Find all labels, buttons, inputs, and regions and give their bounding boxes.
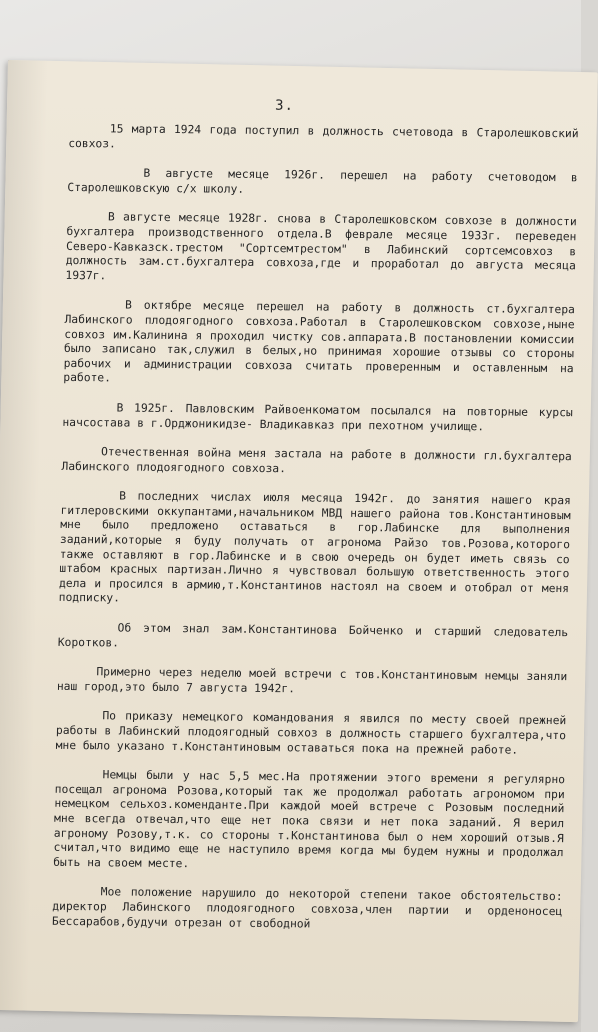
paragraph-11: Немцы были у нас 5,5 мес.На протяжении этого времени я регулярно посещал агронома Розова,который так же продолжал работать агрономом при немецком сельхоз.коменданте.При каждой моей встрече с Розовым последний мне всегда отвечал,что еще нет пока связи и нет пока заданий. Я верил агроному Розову,т.к. со стороны т.Константинова был о нем хороший отзыв.Я считал,что видимо еще не наступило время когда мы будем нужны и продолжал быть на своем месте.: [53, 768, 572, 870]
paragraph-4: В октябре месяце перешел на работу в должность ст.бухгалтера Лабинского плодоягодного совхоза.Работал в Старолешковском совхозе,ныне совхоз им.Калинина я проходил чистку сов.аппарата.В постановлении комиссии было записано так,служил в белых,но принимая хорошие отзывы со стороны рабочих и администрации совхоза считать проверенным и оставленным на работе.: [63, 298, 582, 385]
paragraph-3: В августе месяце 1928г. снова в Старолешковском совхозе в должности бухгалтера производственного отдела.В феврале месяце 1933г. переведен Северо-Кавказск.трестом "Сортсемтрестом" в Лабинский сортсемсовхоз в должность зам.ст.бухгалтера совхоза,где и проработал до августа месяца 1937г.: [65, 210, 584, 283]
paragraph-10: По приказу немецкого командования я явился по месту своей прежней работы в Лабинский плодоягодный совхоз в должность старшего бухгалтера,что мне было указано т.Константиновым оставаться пока на прежней работе.: [55, 709, 574, 757]
document-page: [0, 60, 598, 1022]
page-number: 3.: [274, 97, 295, 114]
paragraph-1: 15 марта 1924 года поступил в должность счетовода в Старолешковский совхоз.: [68, 121, 586, 151]
paragraph-5: В 1925г. Павловским Райвоенкоматом посылался на повторные курсы начсостава в г.Орджоникидзе- Владикавказ при пехотном училище.: [62, 400, 580, 433]
page-fold-shadow: [0, 60, 48, 1011]
paragraph-9: Примерно через неделю моей встречи с тов.Константиновым немцы заняли наш город,это было 7 августа 1942г.: [56, 665, 575, 696]
paragraph-6: Отечественная война меня застала на работе в должности гл.бухгалтера Лабинского плодоягодного совхоза.: [61, 444, 579, 475]
paragraph-12: Мое положение нарушило до некоторой степени такое обстоятельство: директор Лабинского плодоягодного совхоза,член партии и орденоносец Бессарабов,будучи отрезан от свободной: [51, 885, 570, 931]
paragraph-2: В августе месяце 1926г. перешел на работу счетоводом в Старолешковскую с/х школу.: [67, 166, 585, 196]
paragraph-7: В последних числах июля месяца 1942г. до занятия нашего края гитлеровскими оккупантами,начальником МВД нашего района тов.Константиновым мне было предложено оставаться в гор.Лабинске для выполнения заданий,которые я буду получать от агронома Райзо тов.Розова,которого также оставляют в гор.Лабинске и в свою очередь он будет иметь связь со штабом красных партизан.Лично я чувствовал большую ответственность этого дела и просился в армию,т.Константинов настоял на своем и отобрал от меня подписку.: [58, 489, 578, 605]
document-body: [51, 121, 586, 949]
paragraph-8: Об этом знал зам.Константинова Бойченко и старший следователь Коротков.: [57, 620, 576, 650]
